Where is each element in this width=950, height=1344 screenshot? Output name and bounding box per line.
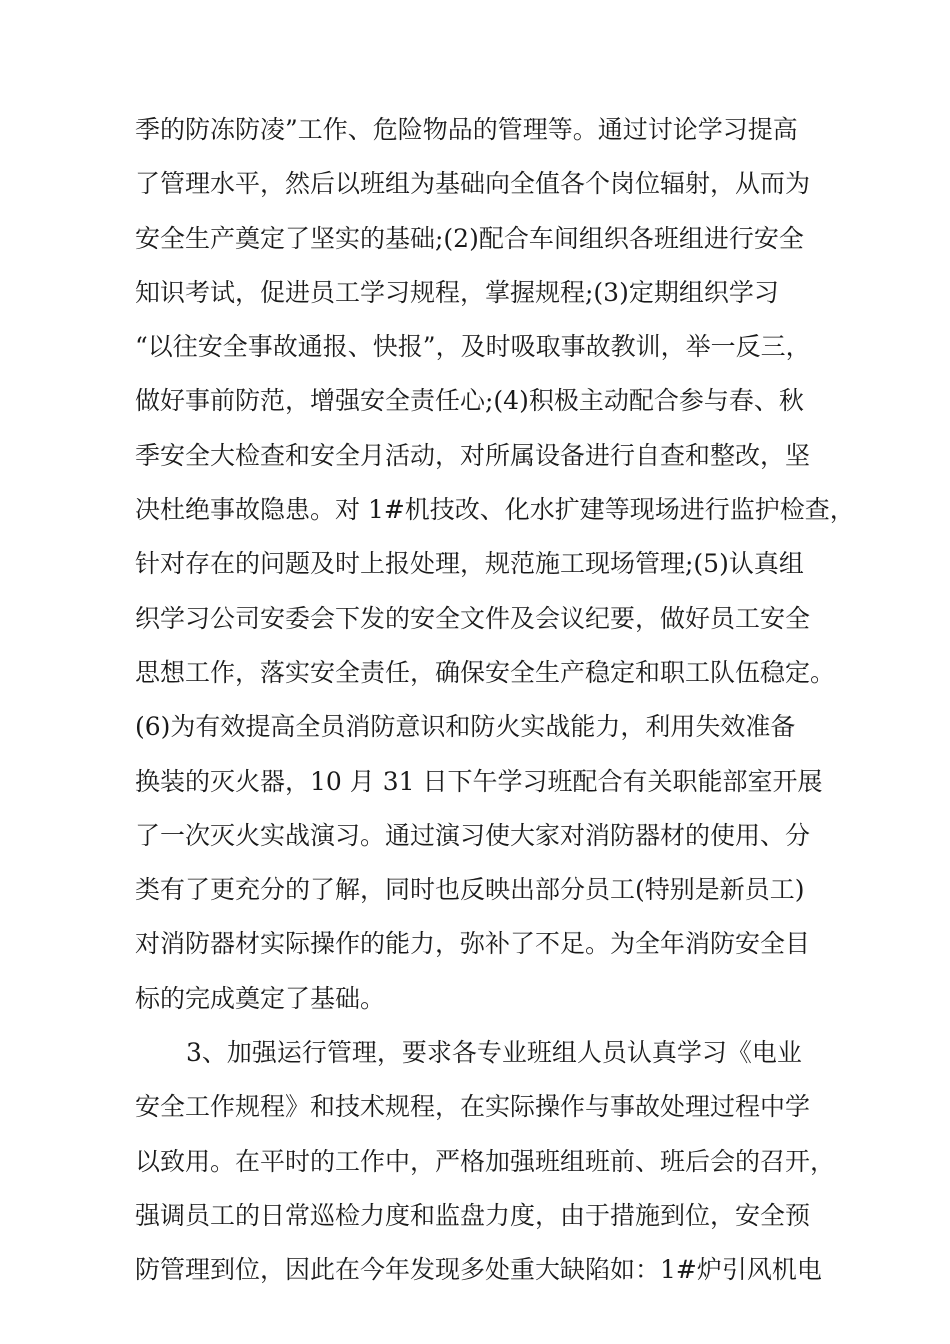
text-line: (6)为有效提高全员消防意识和防火实战能力，利用失效准备 [135, 712, 796, 742]
text-line: 标的完成奠定了基础。 [135, 983, 386, 1013]
text-line: 换装的灭火器，10 月 31 日下午学习班配合有关职能部室开展 [135, 766, 823, 796]
text-line: 类有了更充分的了解，同时也反映出部分员工(特别是新员工) [135, 875, 805, 905]
text-line: 防管理到位，因此在今年发现多处重大缺陷如：1#炉引风机电 [135, 1255, 822, 1285]
text-line: 强调员工的日常巡检力度和监盘力度，由于措施到位，安全预 [135, 1200, 811, 1230]
text-line: 知识考试，促进员工学习规程，掌握规程;(3)定期组织学习 [135, 277, 779, 307]
paragraph-start-line: 3、加强运行管理，要求各专业班组人员认真学习《电业 [186, 1038, 802, 1068]
text-line: 安全工作规程》和技术规程，在实际操作与事故处理过程中学 [135, 1092, 811, 1122]
text-line: 了管理水平，然后以班组为基础向全值各个岗位辐射，从而为 [135, 169, 811, 199]
text-line: 做好事前防范，增强安全责任心;(4)积极主动配合参与春、秋 [135, 386, 804, 416]
text-line: “以往安全事故通报、快报”，及时吸取事故教训，举一反三， [135, 332, 811, 362]
text-line: 思想工作，落实安全责任，确保安全生产稳定和职工队伍稳定。 [135, 657, 836, 687]
text-line: 对消防器材实际操作的能力，弥补了不足。为全年消防安全目 [135, 929, 811, 959]
text-line: 安全生产奠定了坚实的基础;(2)配合车间组织各班组进行安全 [135, 223, 804, 253]
text-line: 织学习公司安委会下发的安全文件及会议纪要，做好员工安全 [135, 603, 811, 633]
text-line: 季安全大检查和安全月活动，对所属设备进行自查和整改，坚 [135, 440, 811, 470]
text-line: 决杜绝事故隐患。对 1#机技改、化水扩建等现场进行监护检查， [135, 495, 855, 525]
text-line: 季的防冻防凌”工作、危险物品的管理等。通过讨论学习提高 [135, 115, 798, 144]
text-line: 以致用。在平时的工作中，严格加强班组班前、班后会的召开， [135, 1146, 836, 1176]
text-line: 了一次灭火实战演习。通过演习使大家对消防器材的使用、分 [135, 820, 811, 850]
text-line: 针对存在的问题及时上报处理，规范施工现场管理;(5)认真组 [135, 549, 804, 579]
document-body [0, 103, 950, 1298]
